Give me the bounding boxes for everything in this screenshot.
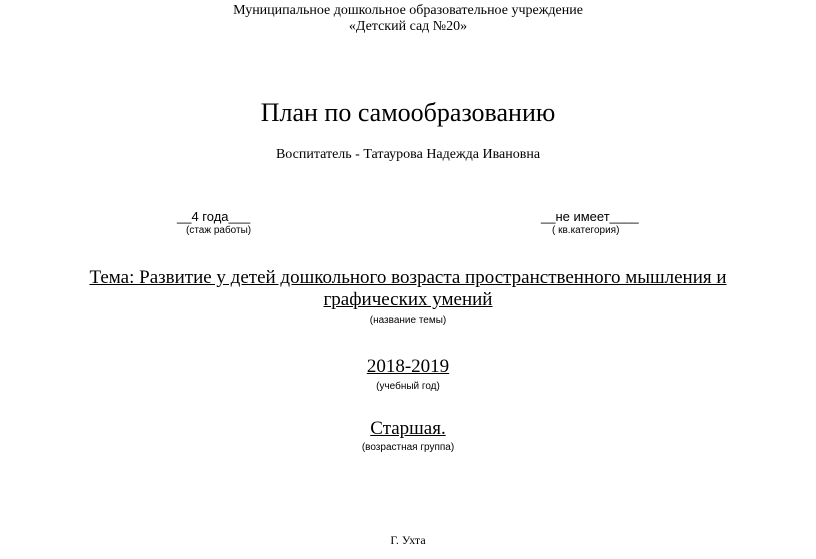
school-year-caption: (учебный год) xyxy=(376,381,440,392)
topic-caption: (название темы) xyxy=(369,315,447,326)
topic-title: Тема: Развитие у детей дошкольного возраста пространственного мышления и графических умений xyxy=(89,267,727,310)
organization-name: Муниципальное дошкольное образовательное учреждение xyxy=(233,3,583,18)
page-title: План по самообразованию xyxy=(260,98,556,127)
experience-value: __4 года___ xyxy=(177,209,251,224)
kindergarten-name: «Детский сад №20» xyxy=(348,19,468,34)
school-year-block xyxy=(0,356,816,378)
category-value: __не имеет____ xyxy=(541,209,639,224)
topic-block xyxy=(40,267,776,311)
age-group-block xyxy=(0,418,816,440)
age-group-caption: (возрастная группа) xyxy=(361,442,455,453)
city-name: Г. Ухта xyxy=(390,533,426,547)
organization-header xyxy=(0,3,816,35)
age-group-value: Старшая. xyxy=(370,418,446,439)
school-year-value: 2018-2019 xyxy=(366,356,450,377)
category-caption: ( кв.категория) xyxy=(552,225,620,236)
teacher-name: Воспитатель - Татаурова Надежда Ивановна xyxy=(275,147,541,162)
experience-caption: (стаж работы) xyxy=(186,225,252,236)
